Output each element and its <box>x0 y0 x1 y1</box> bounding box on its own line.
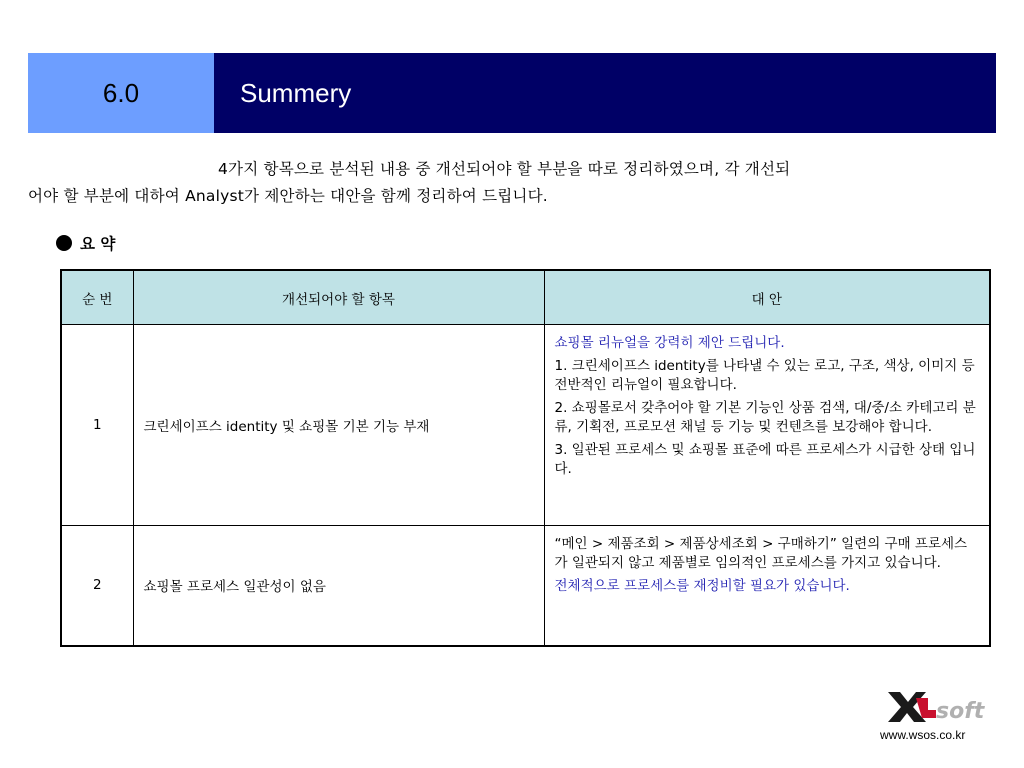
row-number: 2 <box>61 526 133 646</box>
summary-table <box>60 269 991 647</box>
intro-paragraph <box>28 156 973 210</box>
row-item: 쇼핑몰 프로세스 일관성이 없음 <box>133 526 544 646</box>
intro-line-2: 어야 할 부분에 대하여 Analyst가 제안하는 대안을 함께 정리하여 드립니다. <box>28 187 548 205</box>
row-alternative <box>544 526 990 646</box>
row-alternative <box>544 325 990 526</box>
summary-heading-label: 요 약 <box>80 235 116 253</box>
col-header-alt: 대 안 <box>544 270 990 325</box>
alt-point-2: 2. 쇼핑몰로서 갖추어야 할 기본 기능인 상품 검색, 대/중/소 카테고리 분류, 기획전, 프로모션 채널 등 기능 및 컨텐츠를 보강해야 합니다. <box>554 400 976 435</box>
alt-lead: 쇼핑몰 리뉴얼을 강력히 제안 드립니다. <box>554 335 785 351</box>
col-header-item: 개선되어야 할 항목 <box>133 270 544 325</box>
slide-header <box>28 53 996 133</box>
svg-text:soft: soft <box>936 699 985 724</box>
slide-title: Summery <box>214 53 996 133</box>
table-row <box>61 325 990 526</box>
col-header-num: 순 번 <box>61 270 133 325</box>
section-number: 6.0 <box>28 53 214 133</box>
alt-point-1: 1. 크린세이프스 identity를 나타낼 수 있는 로고, 구조, 색상, 이미지 등 전반적인 리뉴얼이 필요합니다. <box>554 358 975 393</box>
row-number: 1 <box>61 325 133 526</box>
row-item: 크린세이프스 identity 및 쇼핑몰 기본 기능 부재 <box>133 325 544 526</box>
summary-heading <box>56 232 115 254</box>
footer-url: www.wsos.co.kr <box>880 728 966 742</box>
alt-point-3: 3. 일관된 프로세스 및 쇼핑몰 표준에 따른 프로세스가 시급한 상태 입니다. <box>554 442 976 477</box>
alt-point-2: 전체적으로 프로세스를 재정비할 필요가 있습니다. <box>554 578 850 594</box>
alt-point-1: “메인 > 제품조회 > 제품상세조회 > 구매하기” 일련의 구매 프로세스가 일관되지 않고 제품별로 임의적인 프로세스를 가지고 있습니다. <box>554 536 968 571</box>
bullet-icon <box>56 235 72 251</box>
table-row <box>61 526 990 646</box>
intro-line-1: 4가지 항목으로 분석된 내용 중 개선되어야 할 부분을 따로 정리하였으며, 각 개선되 <box>218 160 791 178</box>
xlsoft-logo <box>886 688 996 724</box>
table-header-row <box>61 270 990 325</box>
